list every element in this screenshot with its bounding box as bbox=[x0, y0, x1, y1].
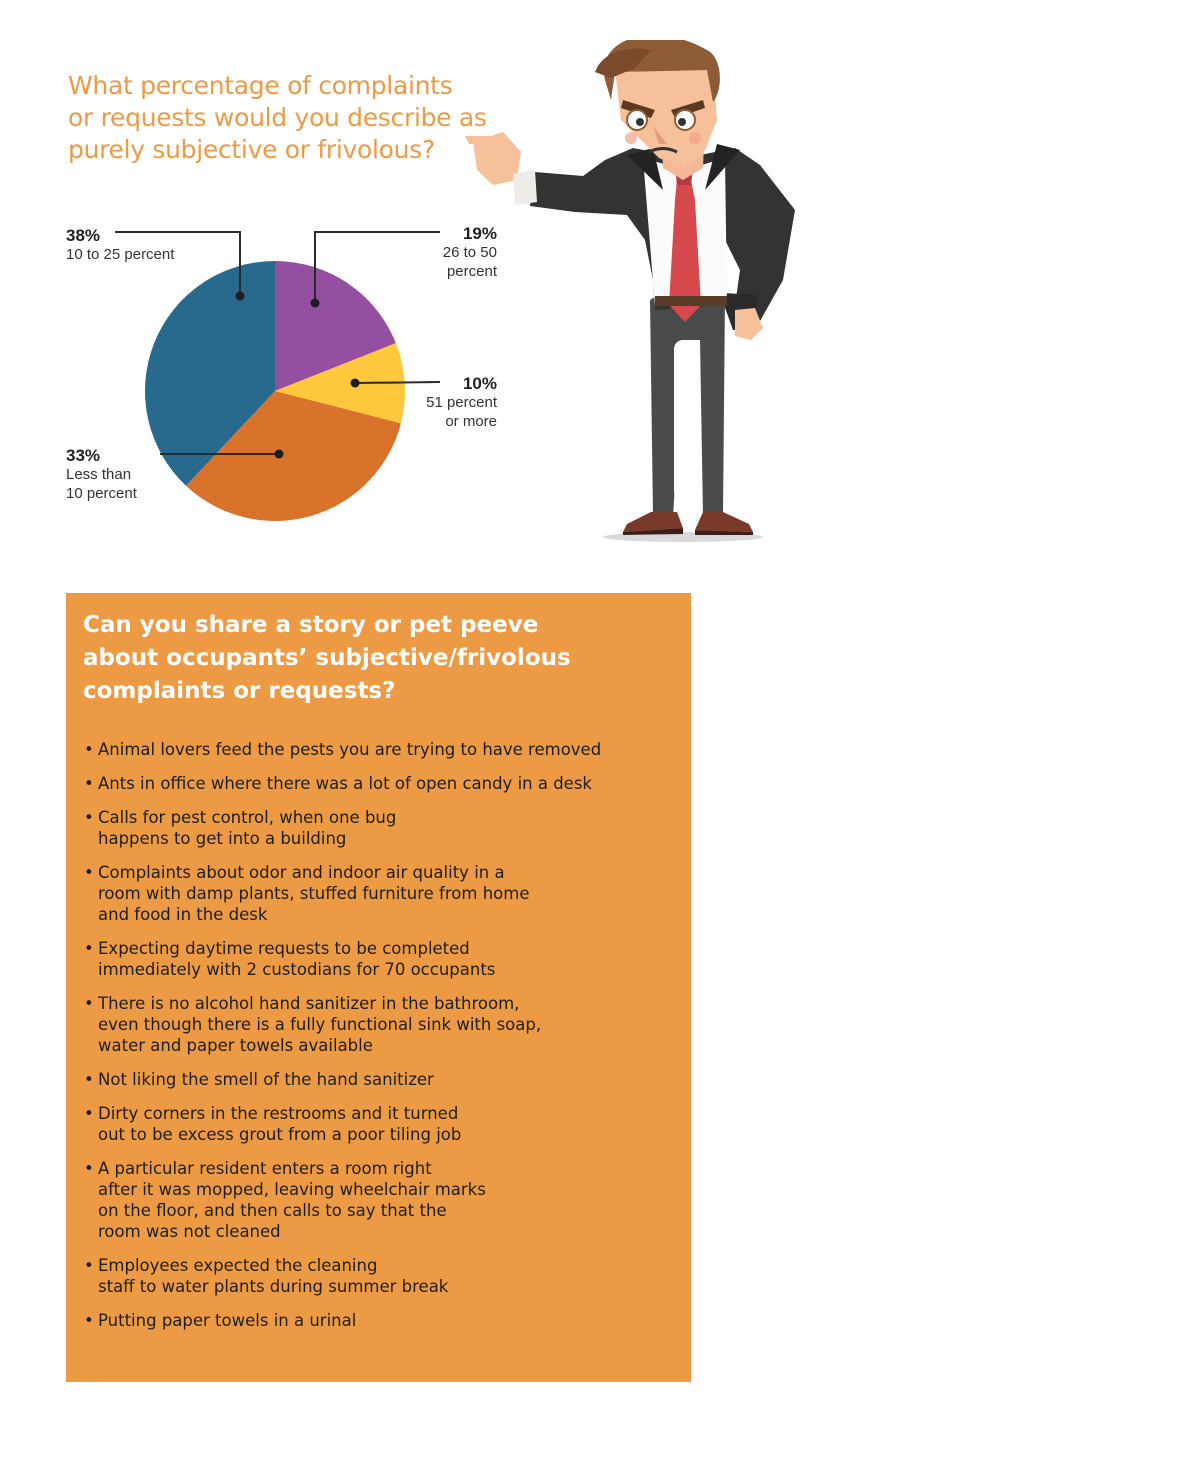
callout-label-38 bbox=[66, 226, 174, 264]
question-line-2: or requests would you describe as bbox=[68, 103, 487, 132]
callout-pct-38: 38% bbox=[66, 226, 101, 245]
story-text: • A particular resident enters a room right after it was mopped, leaving wheelchair marks on the floor, and then calls to say that the room was not cleaned bbox=[98, 1159, 486, 1241]
panel-title-line-2: about occupants’ subjective/frivolous bbox=[83, 645, 571, 671]
chart-question-title bbox=[68, 70, 508, 166]
question-line-3: purely subjective or frivolous? bbox=[68, 135, 435, 164]
angry-businessman-illustration bbox=[455, 40, 805, 550]
list-item bbox=[84, 773, 684, 794]
list-item bbox=[84, 1310, 684, 1331]
story-text: • Employees expected the cleaning staff to water plants during summer break bbox=[98, 1256, 449, 1296]
list-item bbox=[84, 807, 684, 849]
list-item bbox=[84, 1158, 684, 1242]
callout-dot bbox=[275, 450, 284, 459]
list-item bbox=[84, 1069, 684, 1090]
callout-caption-19: 26 to 50 percent bbox=[442, 244, 497, 280]
list-item bbox=[84, 938, 684, 980]
callout-pct-10: 10% bbox=[462, 374, 497, 393]
story-text: • Animal lovers feed the pests you are trying to have removed bbox=[98, 740, 602, 759]
callout-caption-10: 51 percent or more bbox=[426, 394, 497, 430]
list-item bbox=[84, 993, 684, 1056]
list-item bbox=[84, 739, 684, 760]
story-text: • Expecting daytime requests to be completed immediately with 2 custodians for 70 occupants bbox=[98, 939, 496, 979]
story-text: • Ants in office where there was a lot of open candy in a desk bbox=[98, 774, 592, 793]
list-item bbox=[84, 1255, 684, 1297]
panel-title-line-1: Can you share a story or pet peeve bbox=[83, 612, 539, 638]
question-line-1: What percentage of complaints bbox=[68, 71, 453, 100]
callout-dot bbox=[236, 292, 245, 301]
story-text: • Not liking the smell of the hand sanitizer bbox=[98, 1070, 434, 1089]
stories-list bbox=[84, 739, 684, 1344]
list-item bbox=[84, 862, 684, 925]
callout-caption-38: 10 to 25 percent bbox=[66, 246, 175, 263]
callout-caption-33: Less than 10 percent bbox=[66, 466, 137, 502]
callout-dot bbox=[311, 299, 320, 308]
story-text: • Putting paper towels in a urinal bbox=[98, 1311, 357, 1330]
callout-dot bbox=[351, 379, 360, 388]
story-text: • There is no alcohol hand sanitizer in the bathroom, even though there is a fully functional sink with soap, water and paper towels available bbox=[98, 994, 542, 1055]
callout-pct-33: 33% bbox=[66, 446, 101, 465]
callout-label-33 bbox=[66, 446, 137, 503]
stories-panel bbox=[66, 593, 691, 1382]
panel-title-line-3: complaints or requests? bbox=[83, 678, 396, 704]
story-text: • Complaints about odor and indoor air quality in a room with damp plants, stuffed furniture from home and food in the desk bbox=[98, 863, 530, 924]
story-text: • Dirty corners in the restrooms and it turned out to be excess grout from a poor tiling job bbox=[98, 1104, 462, 1144]
callout-pct-19: 19% bbox=[462, 224, 497, 243]
story-text: • Calls for pest control, when one bug happens to get into a building bbox=[98, 808, 397, 848]
list-item bbox=[84, 1103, 684, 1145]
panel-title bbox=[83, 609, 643, 708]
